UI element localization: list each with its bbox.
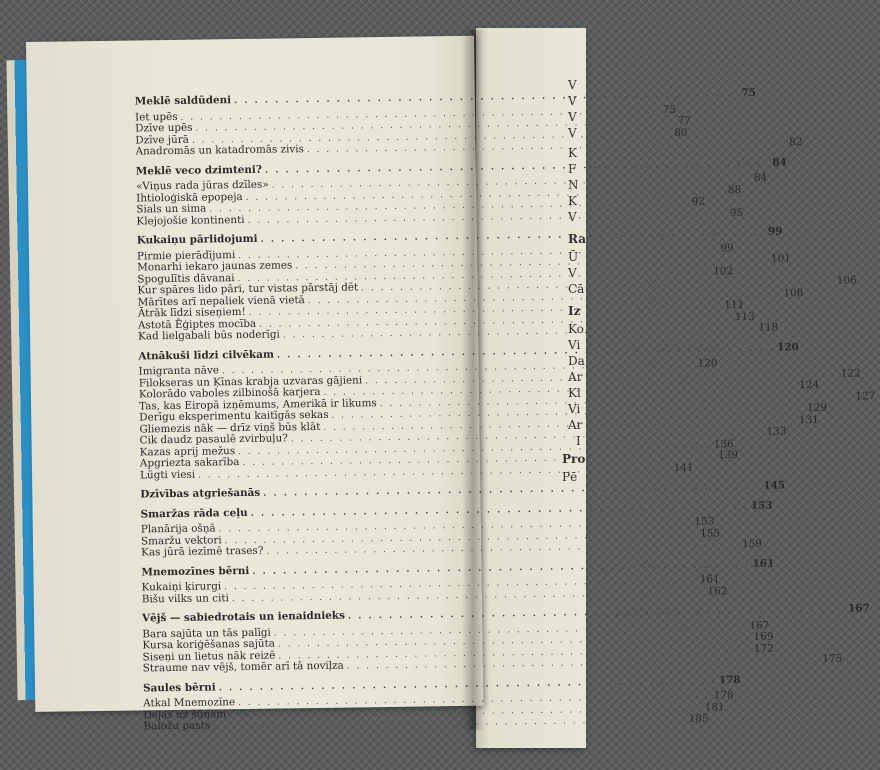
dot-leader xyxy=(348,605,846,623)
toc-entry-page: 101 xyxy=(770,252,791,265)
right-page-fragment: Ar xyxy=(568,370,583,384)
toc-section xyxy=(141,557,775,606)
right-page-fragment: Ū xyxy=(568,250,579,264)
toc-entry-page: 84 xyxy=(753,171,768,184)
right-page-fragment: Vi xyxy=(568,402,581,416)
toc-chapter-title: Smaržas rāda ceļu xyxy=(140,506,248,520)
toc-chapter xyxy=(141,602,870,625)
toc-chapter-title: Meklē veco dzimteni? xyxy=(135,163,263,177)
toc-section xyxy=(135,155,787,228)
toc-chapter-title: Saules bērni xyxy=(142,680,216,694)
toc-entry-page: 175 xyxy=(822,652,843,665)
toc-chapter-title: Mnemozīnes bērni xyxy=(141,564,250,578)
toc-chapter xyxy=(134,86,757,108)
toc-entry-page: 113 xyxy=(734,310,755,323)
toc-entry-page: 155 xyxy=(700,526,721,540)
toc-entry-title: Atkal Mnemozīne xyxy=(143,696,236,710)
right-page-fragment: Iz xyxy=(568,304,581,318)
toc-entry-title: Lūgti viesi xyxy=(139,468,196,481)
toc-chapter-page: 145 xyxy=(763,479,786,492)
toc-entry-page: 185 xyxy=(688,712,709,725)
toc-entry-title: Kazas aprij mežus xyxy=(139,444,236,458)
toc-entry-page: 82 xyxy=(789,136,803,149)
toc-entry-title: Siseņi un lietus nāk reizē xyxy=(142,649,276,663)
toc-chapter-page: 167 xyxy=(848,602,870,615)
right-page-fragment: Da xyxy=(568,354,585,368)
toc-chapter xyxy=(135,155,787,178)
toc-entry-title: Straume nav vējš, tomēr arī tā noviļza xyxy=(142,659,344,675)
toc-entry-page: 129 xyxy=(807,401,828,415)
toc-entry-title: Gliemezis nāk — drīz viņš būs klāt xyxy=(139,420,321,435)
toc-chapter-title: Meklē saldūdeni xyxy=(134,94,232,108)
toc-entry-title: Kas jūrā iezīmē trases? xyxy=(141,544,264,559)
right-page-fragment: V xyxy=(568,94,577,108)
toc-entry-title: «Viņus rada jūras dzīles» xyxy=(135,178,269,193)
toc-entry-title: Kolorādo vaboles zilbinošā karjera xyxy=(138,385,321,401)
toc-chapter-title: Atnākuši līdzi cilvēkam xyxy=(138,348,275,362)
toc-chapter xyxy=(142,673,741,695)
toc-entry-title: Kukaiņi ķirurgi xyxy=(141,580,222,594)
toc-entry-page: 172 xyxy=(753,642,774,655)
toc-entry-title: Apgriezta sakarība xyxy=(139,456,240,470)
toc-chapter-title: Vējš — sabiedrotais un ienaidnieks xyxy=(141,609,346,625)
toc-chapter-page: 153 xyxy=(750,499,773,512)
toc-entry-title: Smaržu vektori xyxy=(140,533,222,547)
toc-entry-page: 80 xyxy=(674,126,688,139)
toc-entry-page: 133 xyxy=(766,425,787,438)
toc-entry-title: Imigranta nāve xyxy=(138,364,220,378)
toc-entry-title: Klejojošie kontinenti xyxy=(136,213,245,227)
toc-chapter-title: Kukaiņu pārlidojumi xyxy=(136,232,258,247)
right-page-fragment: N xyxy=(568,178,579,192)
toc-entry-page: 131 xyxy=(798,413,819,426)
toc-entry-title: Mārītes arī nepaliek vienā vietā xyxy=(137,293,305,308)
toc-entry-page: 162 xyxy=(707,584,728,598)
toc-entry-title: Bara sajūta un tās palīgi xyxy=(142,626,271,640)
toc-entry-page: 120 xyxy=(697,357,718,370)
toc-entry-page: 106 xyxy=(836,274,857,287)
toc-chapter-page: 178 xyxy=(718,673,741,686)
toc-entry-title: Derīgu eksperimentu kaitīgās sekas xyxy=(139,408,329,424)
toc-entry-title: Kursa koriģēšanas sajūta xyxy=(142,637,276,652)
toc-entry-page: 118 xyxy=(758,321,779,334)
right-page-fragment: Ko xyxy=(568,322,584,336)
toc-chapter-page: 75 xyxy=(741,86,757,100)
toc-entry-title: Dzīve upēs xyxy=(135,121,193,135)
right-page-fragment: F xyxy=(568,162,577,176)
right-page-fragment: Pē xyxy=(562,470,578,484)
toc-entry-page: 161 xyxy=(699,573,720,586)
toc-entry-page: 102 xyxy=(713,264,734,277)
toc-entry-title: Monarhi iekaro jaunas zemes xyxy=(137,259,293,274)
right-page-fragment: I xyxy=(576,434,581,448)
toc-entry-title: Filokseras un Ķīnas krabja uzvaras gājieni xyxy=(138,373,363,389)
right-page-fragment: V xyxy=(568,210,577,224)
toc-chapter-title: Dzīvības atgriešanās xyxy=(140,486,261,501)
toc-entry-page: 159 xyxy=(741,537,762,551)
right-page-fragment: V xyxy=(568,110,577,124)
toc-entry-title: Baložu pasts xyxy=(143,719,211,733)
toc-chapter-page: 99 xyxy=(767,225,783,238)
right-page-fragment: Pro xyxy=(562,452,586,466)
toc-entry-page: 95 xyxy=(729,206,744,219)
toc-entry-page: 122 xyxy=(840,366,861,380)
toc-entry-title: Dzīve jūrā xyxy=(135,133,189,146)
toc-chapter xyxy=(140,479,786,501)
toc-entry-title: Cik daudz pasaulē zvirbuļu? xyxy=(139,432,288,447)
toc-entry-page: 124 xyxy=(799,378,820,392)
toc-entry-title: Bišu vilks un citi xyxy=(141,591,229,605)
toc-chapter xyxy=(140,499,773,521)
toc-chapter-page: 84 xyxy=(772,155,787,169)
toc-entry-page: 127 xyxy=(855,389,876,402)
toc-entry-page: 167 xyxy=(749,619,770,632)
toc-section xyxy=(140,479,786,501)
toc-entry-title: Kad lielgabali būs noderīgi xyxy=(138,328,280,343)
toc-entry-page: 88 xyxy=(727,183,742,196)
toc-entry-page: 99 xyxy=(720,241,734,254)
right-page-fragment: K xyxy=(568,146,577,160)
toc-entry-page: 181 xyxy=(704,700,725,714)
toc-entry-title: Ihtioloģiskā epopeja xyxy=(136,190,243,204)
toc-entry-page: 139 xyxy=(717,449,738,462)
toc-section xyxy=(142,673,741,733)
toc-entry-title: Ātrāk līdzi siseņiem! xyxy=(137,305,246,320)
toc-entry-page: 153 xyxy=(694,515,715,528)
toc-entry-title: Spogulītis dāvanai xyxy=(137,271,235,285)
right-page-fragment: Ar xyxy=(568,418,583,432)
toc-entry-title: Dejas uz šūnām xyxy=(143,707,227,721)
toc-chapter-page: 120 xyxy=(777,340,799,354)
toc-entry-title: Planārija ošņā xyxy=(140,522,216,536)
right-page-fragment: Ra xyxy=(568,232,587,246)
toc-entry-page: 111 xyxy=(724,298,745,312)
toc-entry-title: Astotā Ēģiptes mocība xyxy=(137,317,257,331)
right-page-fragment: V xyxy=(568,78,577,92)
spine-shadow xyxy=(462,30,484,730)
toc-entry-page: 77 xyxy=(677,114,692,127)
toc-chapter xyxy=(141,557,775,579)
toc-entry-page: 108 xyxy=(783,286,804,299)
toc-entry-title: Kur spāres lido pāri, tur vistas pārstāj dēt xyxy=(137,281,359,297)
right-page-fragment: V xyxy=(568,126,577,140)
toc-entry-title: Tas, kas Eiropā izņēmums, Amerikā ir likums xyxy=(139,396,377,412)
toc-entry-page: 92 xyxy=(691,195,705,208)
toc-section xyxy=(141,602,870,675)
toc-entry-title: Iet upēs xyxy=(134,110,178,123)
right-page-fragment: Kl xyxy=(568,386,581,400)
toc-chapter-page: 161 xyxy=(752,557,775,570)
right-page-fragment: K xyxy=(568,194,577,208)
toc-entry-page: 169 xyxy=(753,630,774,643)
toc-entry-page: 136 xyxy=(713,437,734,450)
right-page-fragment: Vi xyxy=(568,338,581,352)
toc-entry-title: Anadromās un katadromās zivis xyxy=(135,143,304,158)
toc-entry-title: Sials un sima xyxy=(136,202,207,216)
toc-entry-page: 75 xyxy=(662,103,677,116)
toc-section xyxy=(140,499,773,559)
toc-entry-page: 141 xyxy=(673,461,694,474)
right-page-fragment: Cā xyxy=(568,282,585,296)
right-page-fragment: V xyxy=(568,266,577,280)
toc-entry-page: 178 xyxy=(713,689,734,702)
toc-entry-title: Pirmie pierādījumi xyxy=(136,248,236,262)
toc-section xyxy=(134,86,803,158)
